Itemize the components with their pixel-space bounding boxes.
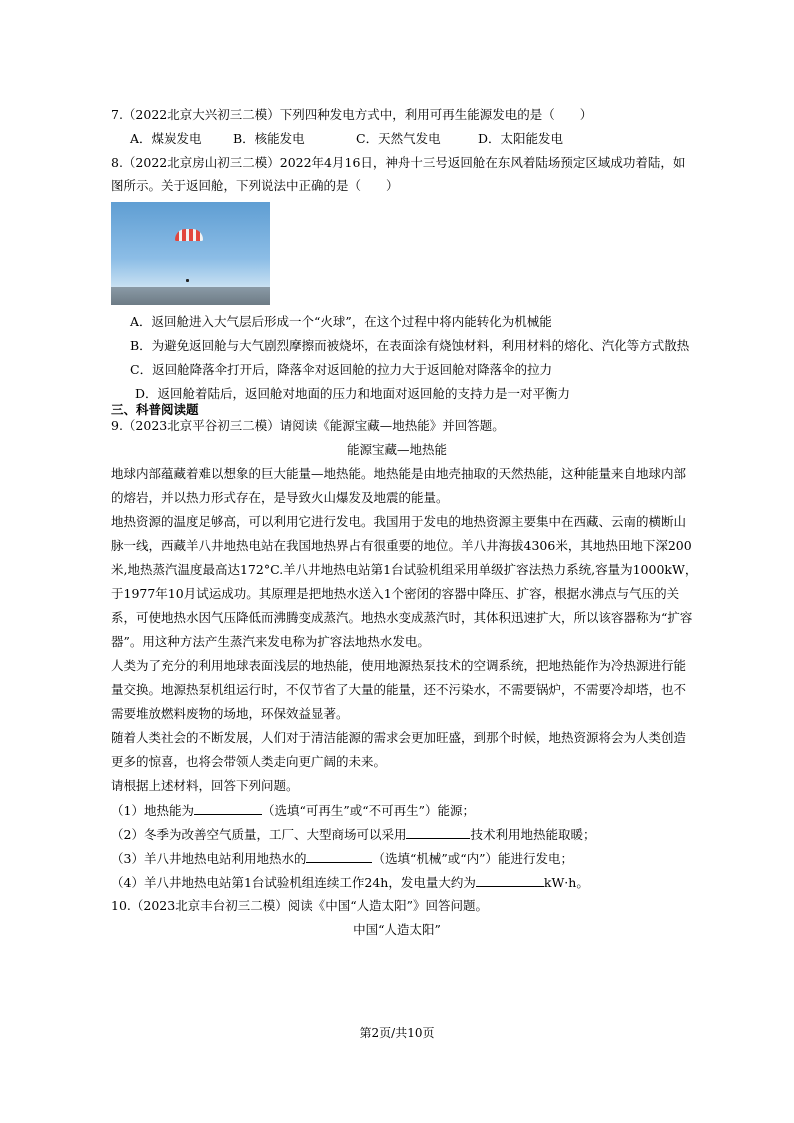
q9-sub2-blank[interactable]: [406, 826, 470, 839]
q7-option-a: A．煤炭发电: [130, 131, 202, 146]
q9-paragraph-line: 随着人类社会的不断发展，人们对于清洁能源的需求会更加旺盛，到那个时候，地热资源将会为人类创造: [111, 730, 687, 745]
q8-option-a: A．返回舱进入大气层后形成一个“火球”，在这个过程中将内能转化为机械能: [130, 314, 552, 329]
ground-shape: [111, 287, 270, 305]
q9-paragraph-line: 量交换。地源热泵机组运行时，不仅节省了大量的能量，还不污染水，不需要锅炉，不需要冷却塔，也不: [111, 682, 687, 697]
q7-stem: 7.（2022北京大兴初三二模）下列四种发电方式中，利用可再生能源发电的是（ ）: [111, 107, 593, 122]
q9-paragraph-line: 系，可使地热水因气压降低而沸腾变成蒸汽。地热水变成蒸汽时，其体积迅速扩大，所以该容器称为“扩容: [111, 610, 693, 625]
q9-sub2: [111, 826, 595, 843]
q9-paragraph-line: 地球内部蕴藏着难以想象的巨大能量—地热能。地热能是由地壳抽取的天然热能，这种能量来自地球内部: [111, 466, 687, 481]
q9-instruction: 请根据上述材料，回答下列问题。: [111, 778, 299, 793]
q9-stem: 9.（2023北京平谷初三二模）请阅读《能源宝藏—地热能》并回答题。: [111, 418, 505, 433]
q8-option-d: D．返回舱着陆后，返回舱对地面的压力和地面对返回舱的支持力是一对平衡力: [135, 386, 571, 401]
q10-article-title: 中国“人造太阳”: [353, 922, 441, 937]
q9-paragraph-line: 器”。用这种方法产生蒸汽来发电称为扩容法地热水发电。: [111, 634, 430, 649]
q9-sub1-blank[interactable]: [194, 802, 262, 815]
parachute-landing-photo: [111, 202, 270, 305]
q9-sub4-blank[interactable]: [476, 874, 544, 887]
capsule-shape: [186, 279, 189, 282]
q9-sub4: [111, 874, 589, 891]
q9-paragraph-line: 人类为了充分的利用地球表面浅层的地热能，使用地源热泵技术的空调系统，把地热能作为冷热源进行能: [111, 658, 687, 673]
q9-paragraph-line: 于1977年10月试运成功。其原理是把地热水送入1个密闭的容器中降压、扩容，根据水沸点与气压的关: [111, 586, 680, 601]
q9-paragraph-line: 更多的惊喜，也将会带领人类走向更广阔的未来。: [111, 754, 387, 769]
q9-sub2-post: 技术利用地热能取暖；: [470, 827, 596, 842]
q7-option-c: C．天然气发电: [356, 131, 441, 146]
q7-option-d: D．太阳能发电: [478, 131, 564, 146]
q9-paragraph-line: 米,地热蒸汽温度最高达172°C.羊八井地热电站第1台试验机组采用单级扩容法热力系统,容量为1000kW，: [111, 562, 698, 577]
q9-paragraph-line: 的熔岩，并以热力形式存在，是导致火山爆发及地震的能量。: [111, 490, 449, 505]
q9-sub3: [111, 850, 573, 867]
section-heading: 三、科普阅读题: [111, 402, 199, 417]
q9-paragraph-line: 脉一线，西藏羊八井地热电站在我国地热界占有很重要的地位。羊八井海拔4306米，其地热田地下深200: [111, 538, 692, 553]
q9-paragraph-line: 地热资源的温度足够高，可以利用它进行发电。我国用于发电的地热资源主要集中在西藏、云南的横断山: [111, 514, 687, 529]
q8-stem-line1: 8.（2022北京房山初三二模）2022年4月16日，神舟十三号返回舱在东风着陆场预定区域成功着陆，如: [111, 155, 686, 170]
q9-sub4-pre: （4）羊八井地热电站第1台试验机组连续工作24h，发电量大约为: [111, 875, 476, 890]
q9-sub1-pre: （1）地热能为: [111, 803, 194, 818]
q9-sub3-post: （选填“机械”或“内”）能进行发电；: [372, 851, 574, 866]
q10-stem: 10.（2023北京丰台初三二模）阅读《中国“人造太阳”》回答问题。: [111, 898, 488, 913]
parachute-shape: [175, 229, 203, 241]
q9-article-title: 能源宝藏—地热能: [346, 442, 447, 457]
q9-sub2-pre: （2）冬季为改善空气质量，工厂、大型商场可以采用: [111, 827, 407, 842]
page-footer: 第2页/共10页: [359, 1026, 435, 1040]
q8-stem-line2: 图所示。关于返回舱，下列说法中正确的是（ ）: [111, 178, 399, 193]
q8-option-b: B．为避免返回舱与大气剧烈摩擦而被烧坏，在表面涂有烧蚀材料，利用材料的熔化、汽化等方式散热: [130, 338, 690, 353]
q9-sub1: [111, 802, 475, 819]
q9-sub3-blank[interactable]: [306, 850, 372, 863]
q8-option-c: C．返回舱降落伞打开后，降落伞对返回舱的拉力大于返回舱对降落伞的拉力: [130, 362, 553, 377]
q7-option-b: B．核能发电: [233, 131, 305, 146]
q9-sub4-post: kW·h。: [543, 875, 589, 890]
q9-paragraph-line: 需要堆放燃料废物的场地，环保效益显著。: [111, 706, 349, 721]
q9-sub1-post: （选填“可再生”或“不可再生”）能源；: [261, 803, 476, 818]
q9-sub3-pre: （3）羊八井地热电站利用地热水的: [111, 851, 307, 866]
